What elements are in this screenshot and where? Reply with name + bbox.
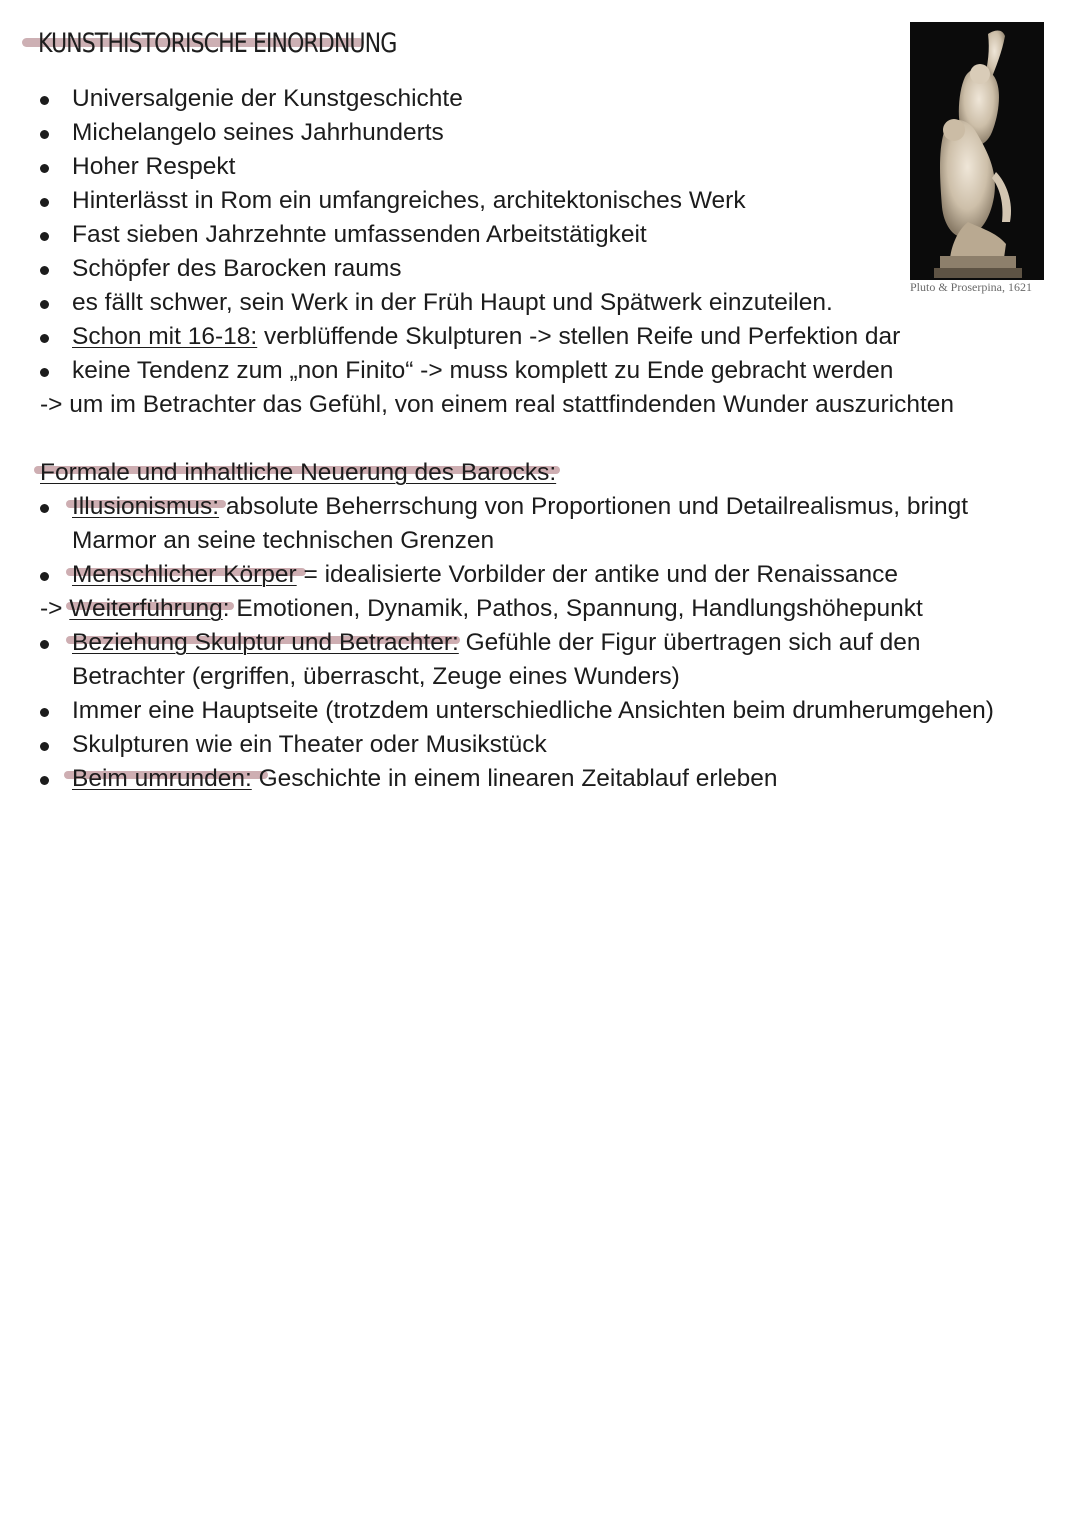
list-item-text: Universalgenie der Kunstgeschichte	[72, 85, 463, 112]
list-item-text	[72, 558, 898, 592]
sculpture-icon	[910, 22, 1044, 280]
list-item-text: Hinterlässt in Rom ein umfangreiches, architektonisches Werk	[72, 187, 746, 214]
list-item-text: Betrachter (ergriffen, überrascht, Zeuge eines Wunders)	[72, 663, 680, 690]
bullet-icon	[40, 300, 49, 309]
schon-text: verblüffende Skulpturen -> stellen Reife und Perfektion dar	[257, 323, 901, 350]
image-caption: Pluto & Proserpina, 1621	[910, 280, 1032, 294]
arrow-prefix: ->	[40, 595, 70, 622]
bullet-icon	[40, 708, 49, 717]
list-item-text: Hoher Respekt	[72, 153, 236, 180]
list-item-text: Skulpturen wie ein Theater oder Musikstück	[72, 731, 547, 758]
bullet-icon	[40, 232, 49, 241]
illusion-text: absolute Beherrschung von Proportionen und Detailrealismus, bringt	[219, 493, 969, 520]
term-illusionismus: Illusionismus:	[72, 493, 220, 520]
beziehung-text: Gefühle der Figur übertragen sich auf den	[458, 629, 921, 656]
weiter-text: : Emotionen, Dynamik, Pathos, Spannung, Handlungshöhepunkt	[222, 595, 923, 622]
bullet-icon	[40, 742, 49, 751]
list-item-text: Schöpfer des Barocken raums	[72, 255, 402, 282]
page-title: KUNSTHISTORISCHE EINORDNUNG	[38, 28, 397, 59]
arrow-line-text	[40, 592, 923, 626]
term-koerper: Menschlicher Körper	[72, 561, 297, 588]
heading-block	[22, 26, 397, 66]
bullet-icon	[40, 776, 49, 785]
list-item-text: es fällt schwer, sein Werk in der Früh Haupt und Spätwerk einzuteilen.	[72, 289, 833, 316]
term-beziehung: Beziehung Skulptur und Betrachter:	[72, 629, 459, 656]
list-item-text: Michelangelo seines Jahrhunderts	[72, 119, 444, 146]
list-item-text: Fast sieben Jahrzehnte umfassenden Arbeitstätigkeit	[72, 221, 647, 248]
umrunden-text: Geschichte in einem linearen Zeitablauf erleben	[251, 765, 778, 792]
arrow-line-text: -> um im Betrachter das Gefühl, von einem real stattfindenden Wunder auszurichten	[40, 391, 955, 418]
term-umrunden: Beim umrunden:	[72, 765, 252, 792]
list-item-text	[72, 320, 900, 354]
bullet-icon	[40, 130, 49, 139]
list-item-text	[72, 490, 968, 524]
term-schon: Schon mit 16-18:	[72, 323, 258, 350]
list-item-text	[72, 762, 777, 796]
bullet-icon	[40, 164, 49, 173]
bullet-icon	[40, 198, 49, 207]
bullet-icon	[40, 368, 49, 377]
list-item-text: Marmor an seine technischen Grenzen	[72, 527, 495, 554]
bullet-icon	[40, 266, 49, 275]
list-item-text	[72, 626, 921, 660]
list-item-text: keine Tendenz zum „non Finito“ -> muss komplett zu Ende gebracht werden	[72, 357, 894, 384]
term-weiterfuehrung: Weiterführung	[69, 595, 223, 622]
bullet-icon	[40, 572, 49, 581]
bullet-icon	[40, 640, 49, 649]
list-item-text: Immer eine Hauptseite (trotzdem unterschiedliche Ansichten beim drumherumgehen)	[72, 697, 994, 724]
sculpture-image	[910, 22, 1044, 280]
koerper-text: = idealisierte Vorbilder der antike und der Renaissance	[296, 561, 898, 588]
bullet-icon	[40, 334, 49, 343]
section-title-text: Formale und inhaltliche Neuerung des Barocks:	[40, 459, 557, 486]
bullet-icon	[40, 504, 49, 513]
bullet-icon	[40, 96, 49, 105]
